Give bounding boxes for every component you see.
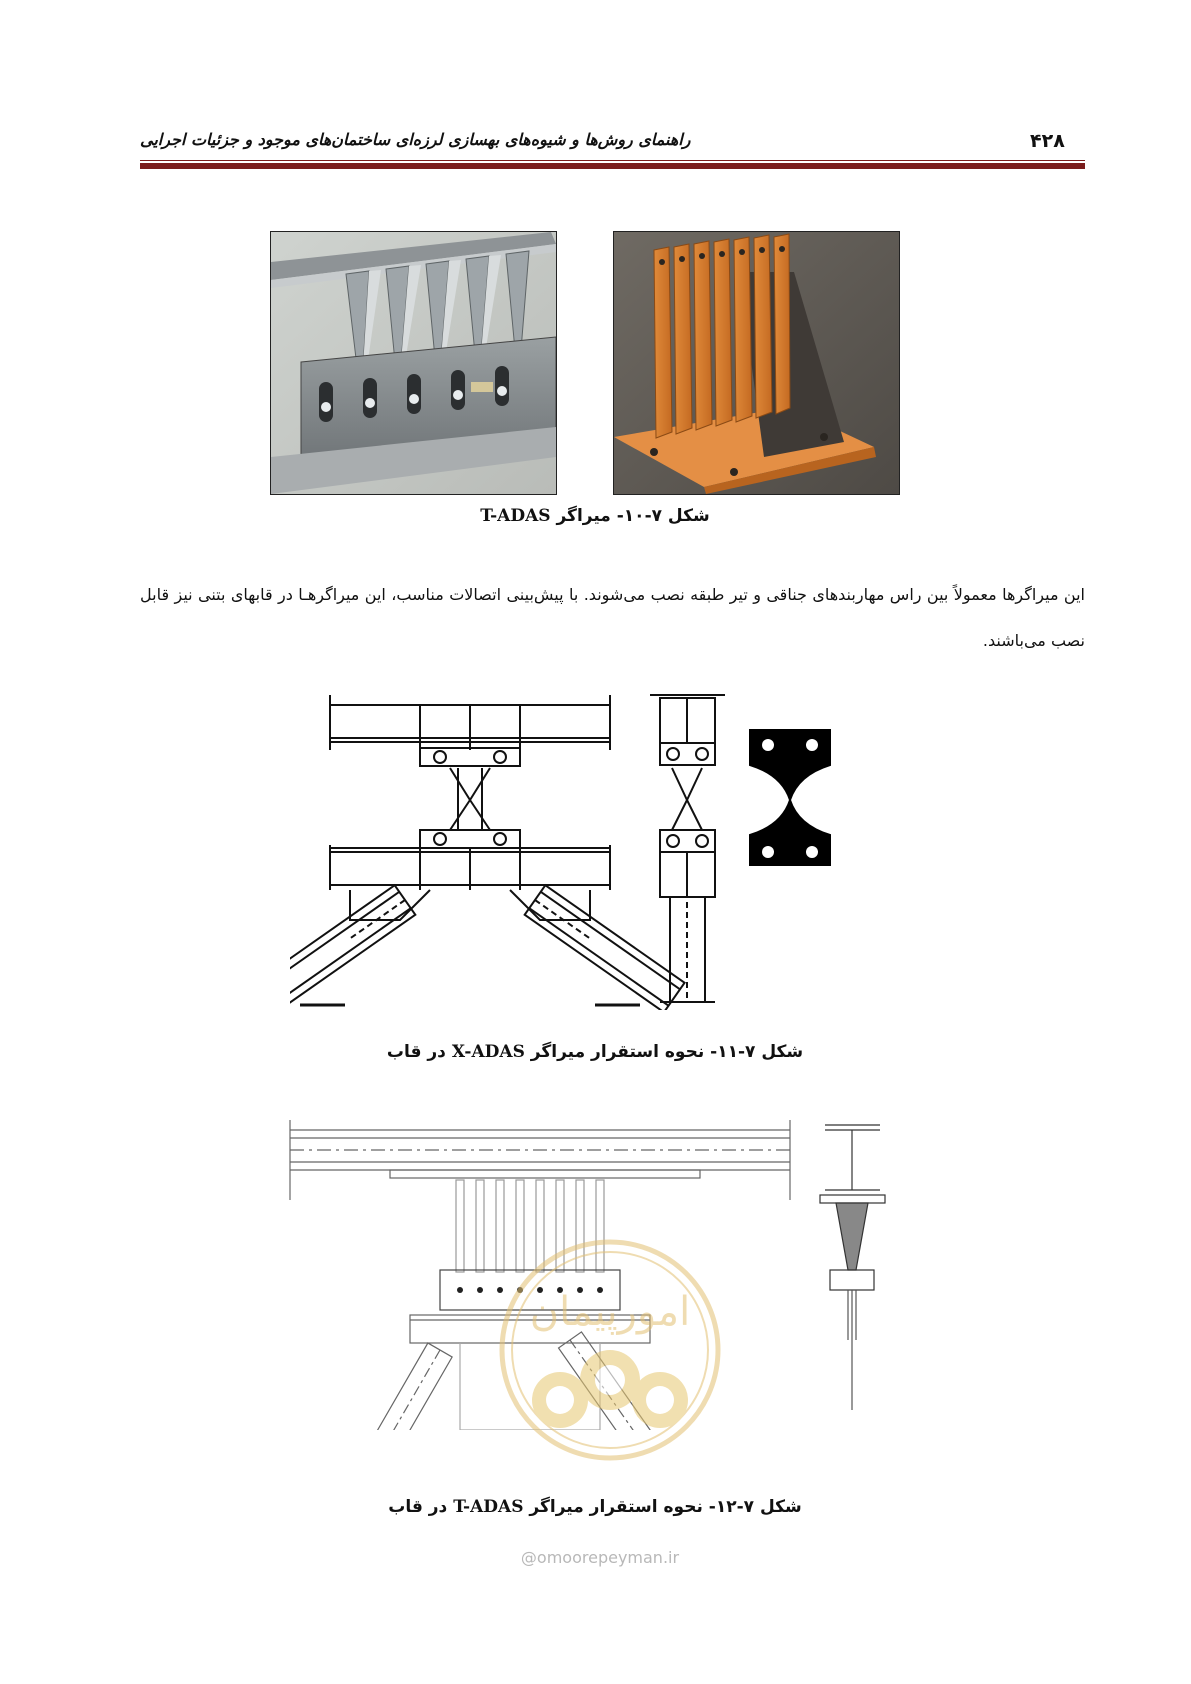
photo-cast-tadas [613,231,900,495]
watermark-logo-text: امورپیمان [529,1289,691,1335]
figure1-caption-latin: T-ADAS [480,506,551,526]
page-number: ۴۲۸ [1030,130,1065,152]
figure3-caption [350,1497,840,1517]
figure3-caption-latin: T-ADAS [453,1497,524,1517]
watermark-url: @omoorepeyman.ir [520,1548,680,1567]
figure1-caption-prefix: شکل ۷-۱۰- میراگر [556,506,710,526]
figure3-caption-prefix: شکل ۷-۱۲- نحوه استقرار میراگر [529,1497,802,1517]
header-rule [140,163,1085,169]
figure1-caption [380,506,810,526]
figure2-caption-prefix: شکل ۷-۱۱- نحوه استقرار میراگر [530,1042,804,1062]
body-paragraph: این میراگرها معمولاً بین راس مهاربندهای جناقی و تیر طبقه نصب می‌شوند. با پیش‌بینی اتصالات مناسب، این میراگرهـا در قابهای بتنی نیز قابل نصب می‌باشند. [140,585,1085,650]
watermark-logo [490,1230,730,1470]
figure2-caption-suffix: در قاب [386,1042,446,1062]
xadas-frame-drawing [290,690,910,1010]
figure2-caption [350,1042,840,1062]
photo-steel-tadas [270,231,557,495]
figure2-caption-latin: X-ADAS [451,1042,525,1062]
figure3-caption-suffix: در قاب [388,1497,448,1517]
running-title: راهنمای روش‌ها و شیوه‌های بهسازی لرزه‌ای ساختمان‌های موجود و جزئیات اجرایی [140,130,691,149]
header-rule-thin [140,160,1085,161]
